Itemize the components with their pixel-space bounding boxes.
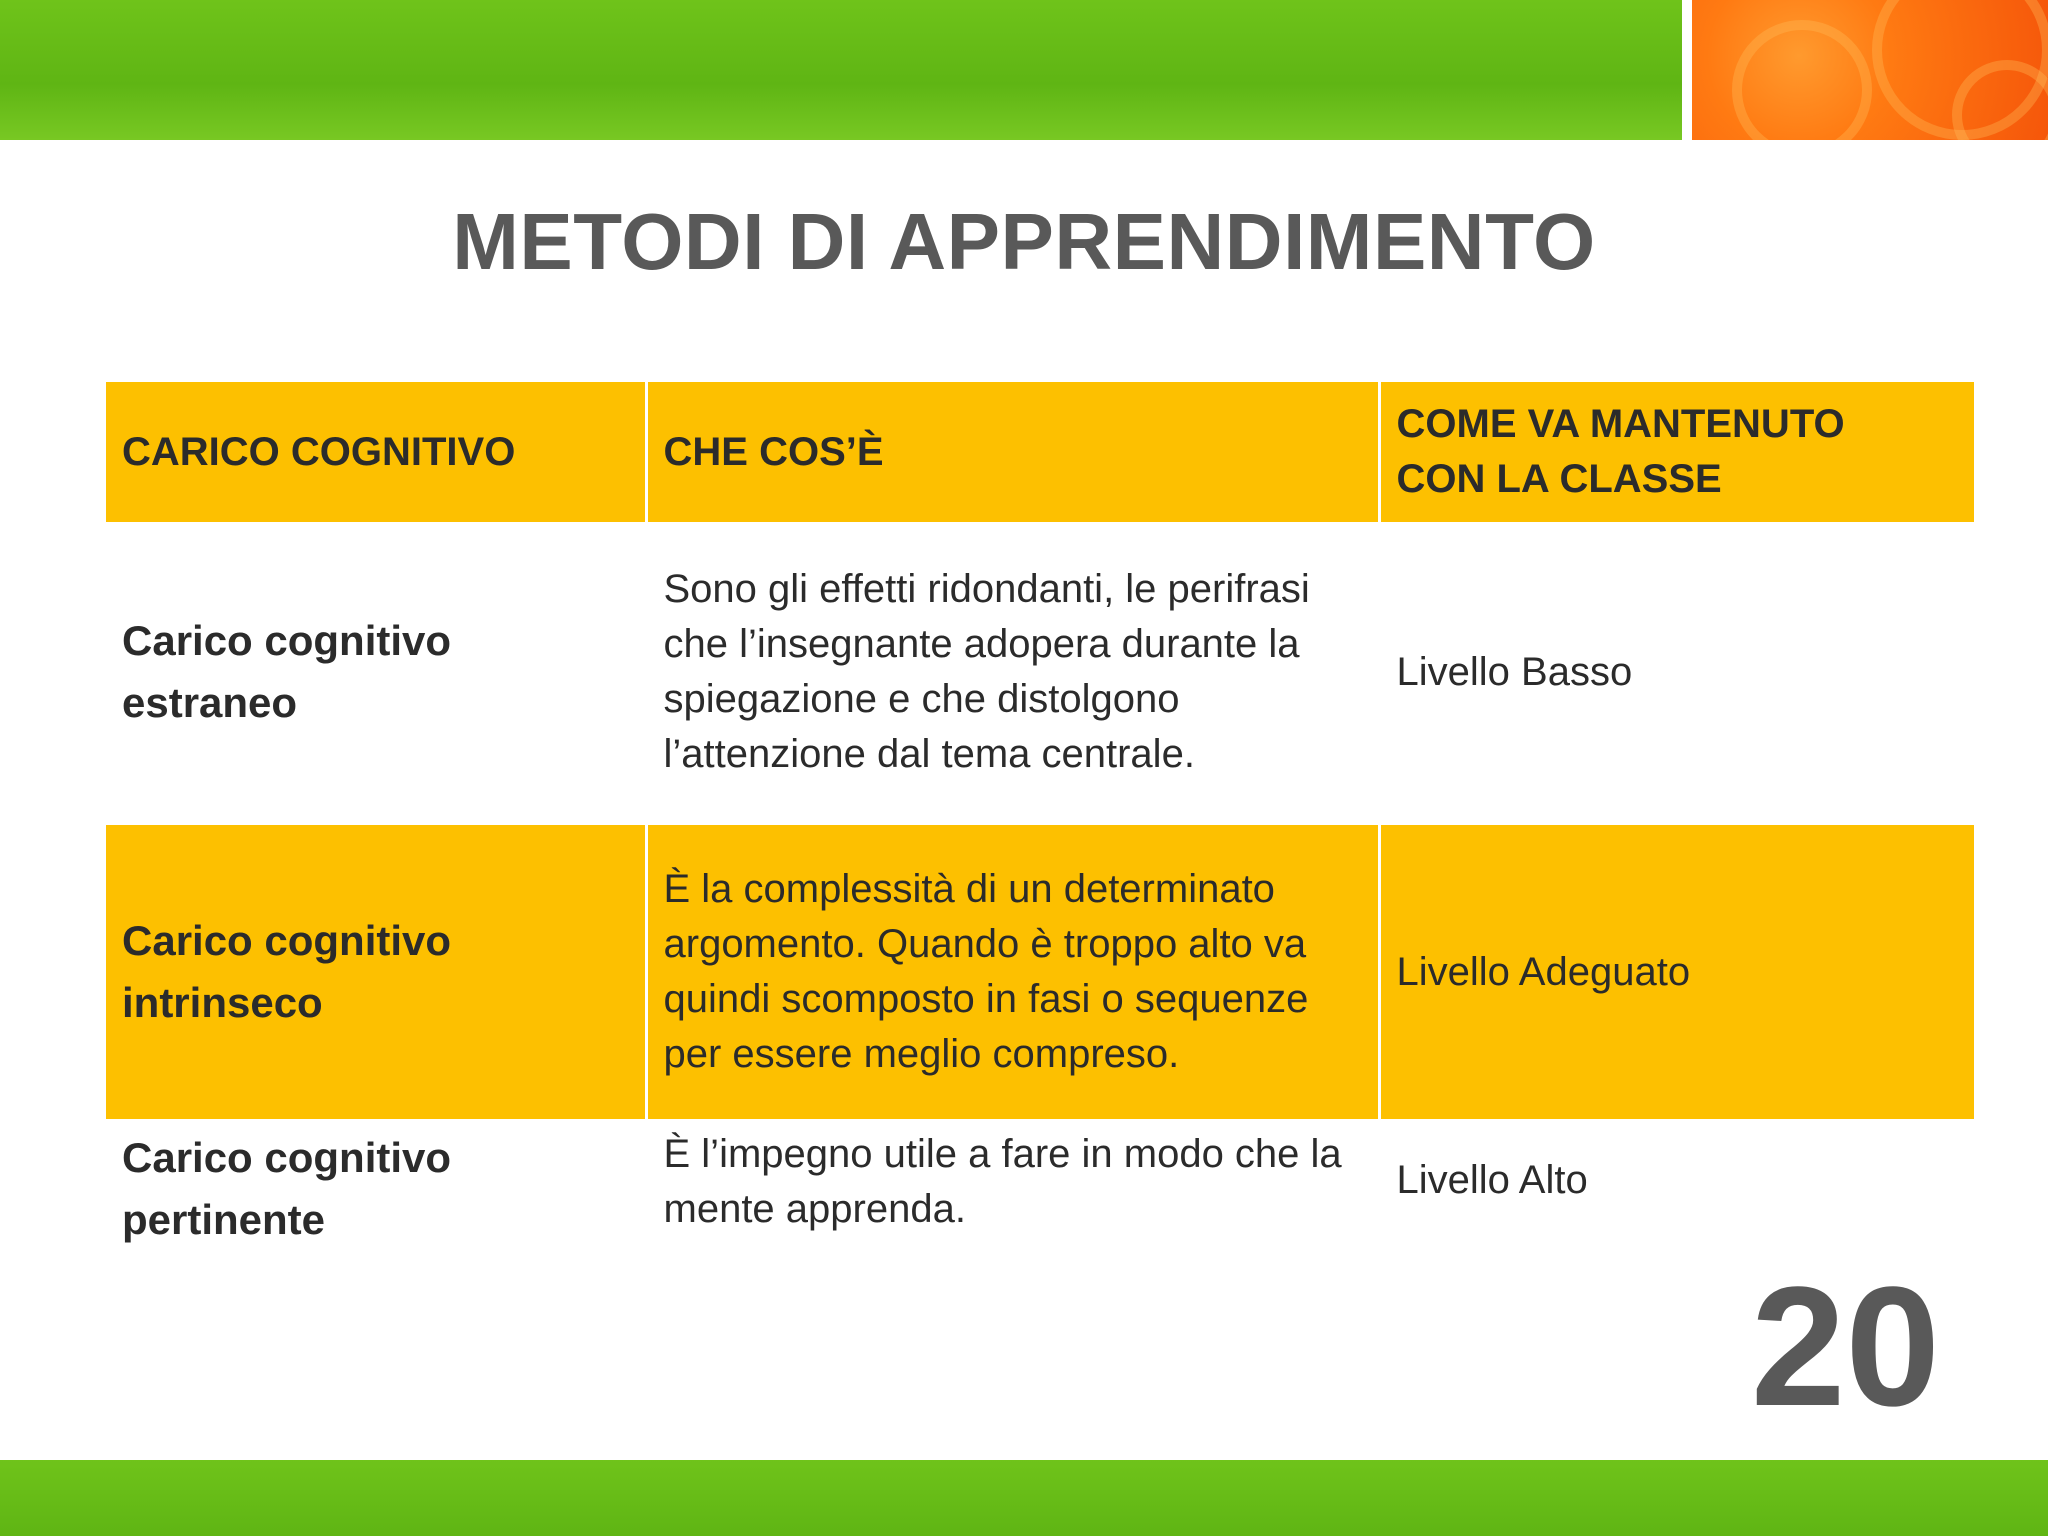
top-orange-decoration xyxy=(1692,0,2048,140)
top-green-band xyxy=(0,0,1682,140)
level-cell: Livello Alto xyxy=(1379,1119,1974,1303)
load-type-cell: Carico cognitivo intrinseco xyxy=(106,824,646,1120)
header-cell: CHE COS’È xyxy=(646,382,1379,522)
description-cell: Sono gli effetti ridondanti, le perifrasi che l’insegnante adopera durante la spiegazione e che distolgono l’attenzione dal tema centrale. xyxy=(646,522,1379,824)
table-row xyxy=(106,1119,1974,1303)
header-cell: COME VA MANTENUTO CON LA CLASSE xyxy=(1379,382,1974,522)
description-cell: È la complessità di un determinato argomento. Quando è troppo alto va quindi scomposto in fasi o sequenze per essere meglio compreso. xyxy=(646,824,1379,1120)
cognitive-load-table xyxy=(106,382,1974,1303)
table-row xyxy=(106,522,1974,824)
table-header-row xyxy=(106,382,1974,522)
level-cell: Livello Adeguato xyxy=(1379,824,1974,1120)
page-number: 20 xyxy=(1750,1252,1940,1442)
table-row xyxy=(106,824,1974,1120)
level-cell: Livello Basso xyxy=(1379,522,1974,824)
slide-title: METODI DI APPRENDIMENTO xyxy=(452,197,1596,286)
description-cell: È l’impegno utile a fare in modo che la mente apprenda. xyxy=(646,1119,1379,1303)
load-type-cell: Carico cognitivo pertinente xyxy=(106,1119,646,1303)
bottom-green-band xyxy=(0,1460,2048,1536)
load-type-cell: Carico cognitivo estraneo xyxy=(106,522,646,824)
header-cell: CARICO COGNITIVO xyxy=(106,382,646,522)
